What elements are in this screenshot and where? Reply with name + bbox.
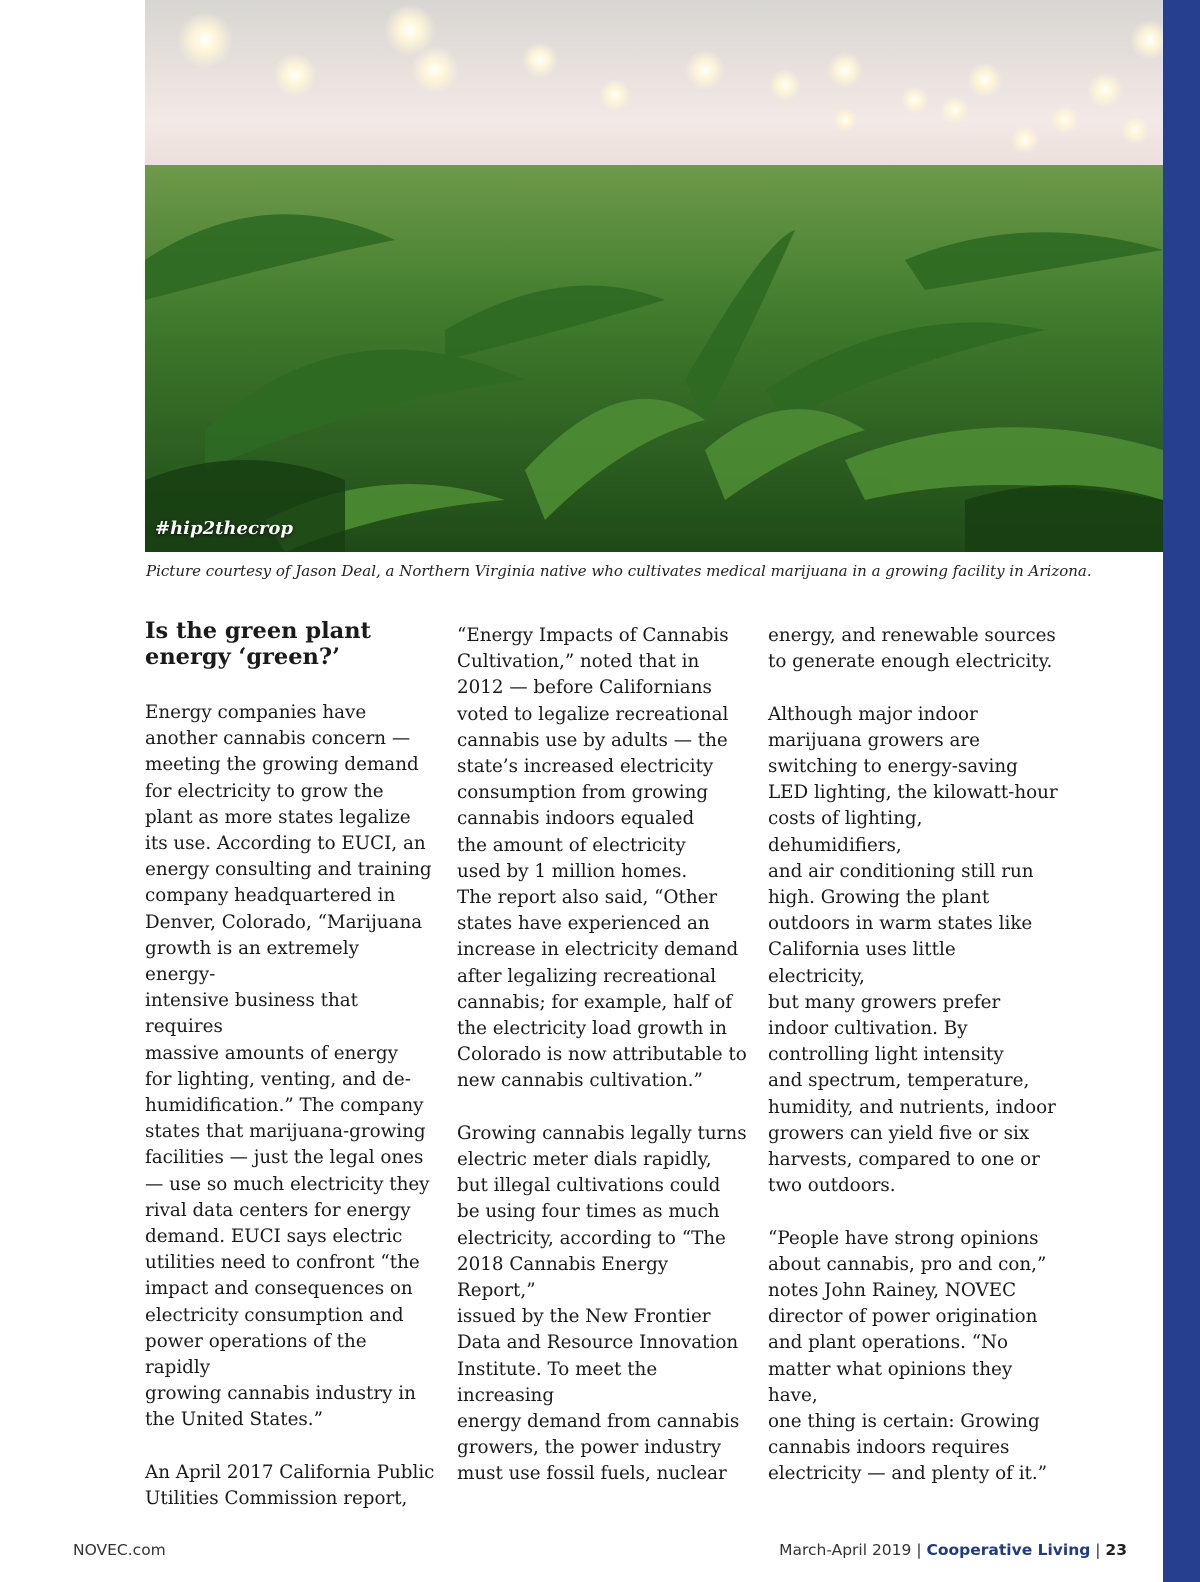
footer-date: March-April 2019 | xyxy=(779,1541,927,1559)
article-heading: Is the green plant energy ‘green?’ xyxy=(145,618,371,670)
article-paragraph: Energy companies have another cannabis concern — meeting the growing demand for electricity to grow the plant as more states legalize its use. According to EUCI, an energy consulting and training company headquartered in Denver, Colorado, “Marijuana growth is an extremely energy- intensive business that requires massive amounts of energy for lighting, venting, and de- humidification.” The company states that marijuana-growing facilities — just the legal ones — use so much electricity they rival data centers for energy demand. EUCI says electric utilities need to confront “the impact and consequences on electricity consumption and power operations of the rapidly growing cannabis industry in the United States.” xyxy=(145,702,432,1431)
article-paragraph: Although major indoor marijuana growers are switching to energy-saving LED lighting, the kilowatt-hour costs of lighting, dehumidifiers, and air conditioning still run high. Growing the plant outdoors in warm states like California uses little electricity, but many growers prefer indoor cultivation. By controlling light intensity and spectrum, temperature, humidity, and nutrients, indoor growers can yield five or six harvests, compared to one or two outdoors. xyxy=(768,703,1058,1197)
footer-page-number: 23 xyxy=(1105,1541,1127,1559)
article-column-2 xyxy=(457,623,747,1514)
photo-caption: Picture courtesy of Jason Deal, a Northern Virginia native who cultivates medical marijuana in a growing facility in Arizona. xyxy=(146,562,1092,580)
article-paragraph: energy, and renewable sources to generate enough electricity. xyxy=(768,625,1056,673)
article-paragraph: An April 2017 California Public Utilities Commission report, xyxy=(145,1461,435,1510)
footer-folio xyxy=(779,1541,1127,1559)
side-color-bar xyxy=(1163,0,1200,1582)
article-paragraph: “People have strong opinions about cannabis, pro and con,” notes John Rainey, NOVEC director of power origination and plant operations. “No matter what opinions they have, one thing is certain: Growing cannabis indoors requires electricity — and plenty of it.” xyxy=(768,1227,1048,1485)
photo-hashtag: #hip2thecrop xyxy=(155,518,294,539)
cannabis-grow-photo xyxy=(145,0,1163,552)
article-column-3 xyxy=(768,623,1058,1514)
footer-magazine-title: Cooperative Living xyxy=(926,1541,1091,1559)
footer-separator: | xyxy=(1090,1541,1106,1559)
article-paragraph: Growing cannabis legally turns electric meter dials rapidly, but illegal cultivations could be using four times as much electricity, according to “The 2018 Cannabis Energy Report,” issued by the New Frontier Data and Resource Innovation Institute. To meet the increasing energy demand from cannabis growers, the power industry must use fossil fuels, nuclear xyxy=(457,1122,747,1485)
article-paragraph: “Energy Impacts of Cannabis Cultivation,” noted that in 2012 — before Californians voted to legalize recreational cannabis use by adults — the state’s increased electricity consumption from growing cannabis indoors equaled the amount of electricity used by 1 million homes. The report also said, “Other states have experienced an increase in electricity demand after legalizing recreational cannabis; for example, half of the electricity load growth in Colorado is now attributable to new cannabis cultivation.” xyxy=(457,625,747,1092)
footer-website: NOVEC.com xyxy=(73,1541,166,1559)
article-column-1 xyxy=(145,618,435,1538)
